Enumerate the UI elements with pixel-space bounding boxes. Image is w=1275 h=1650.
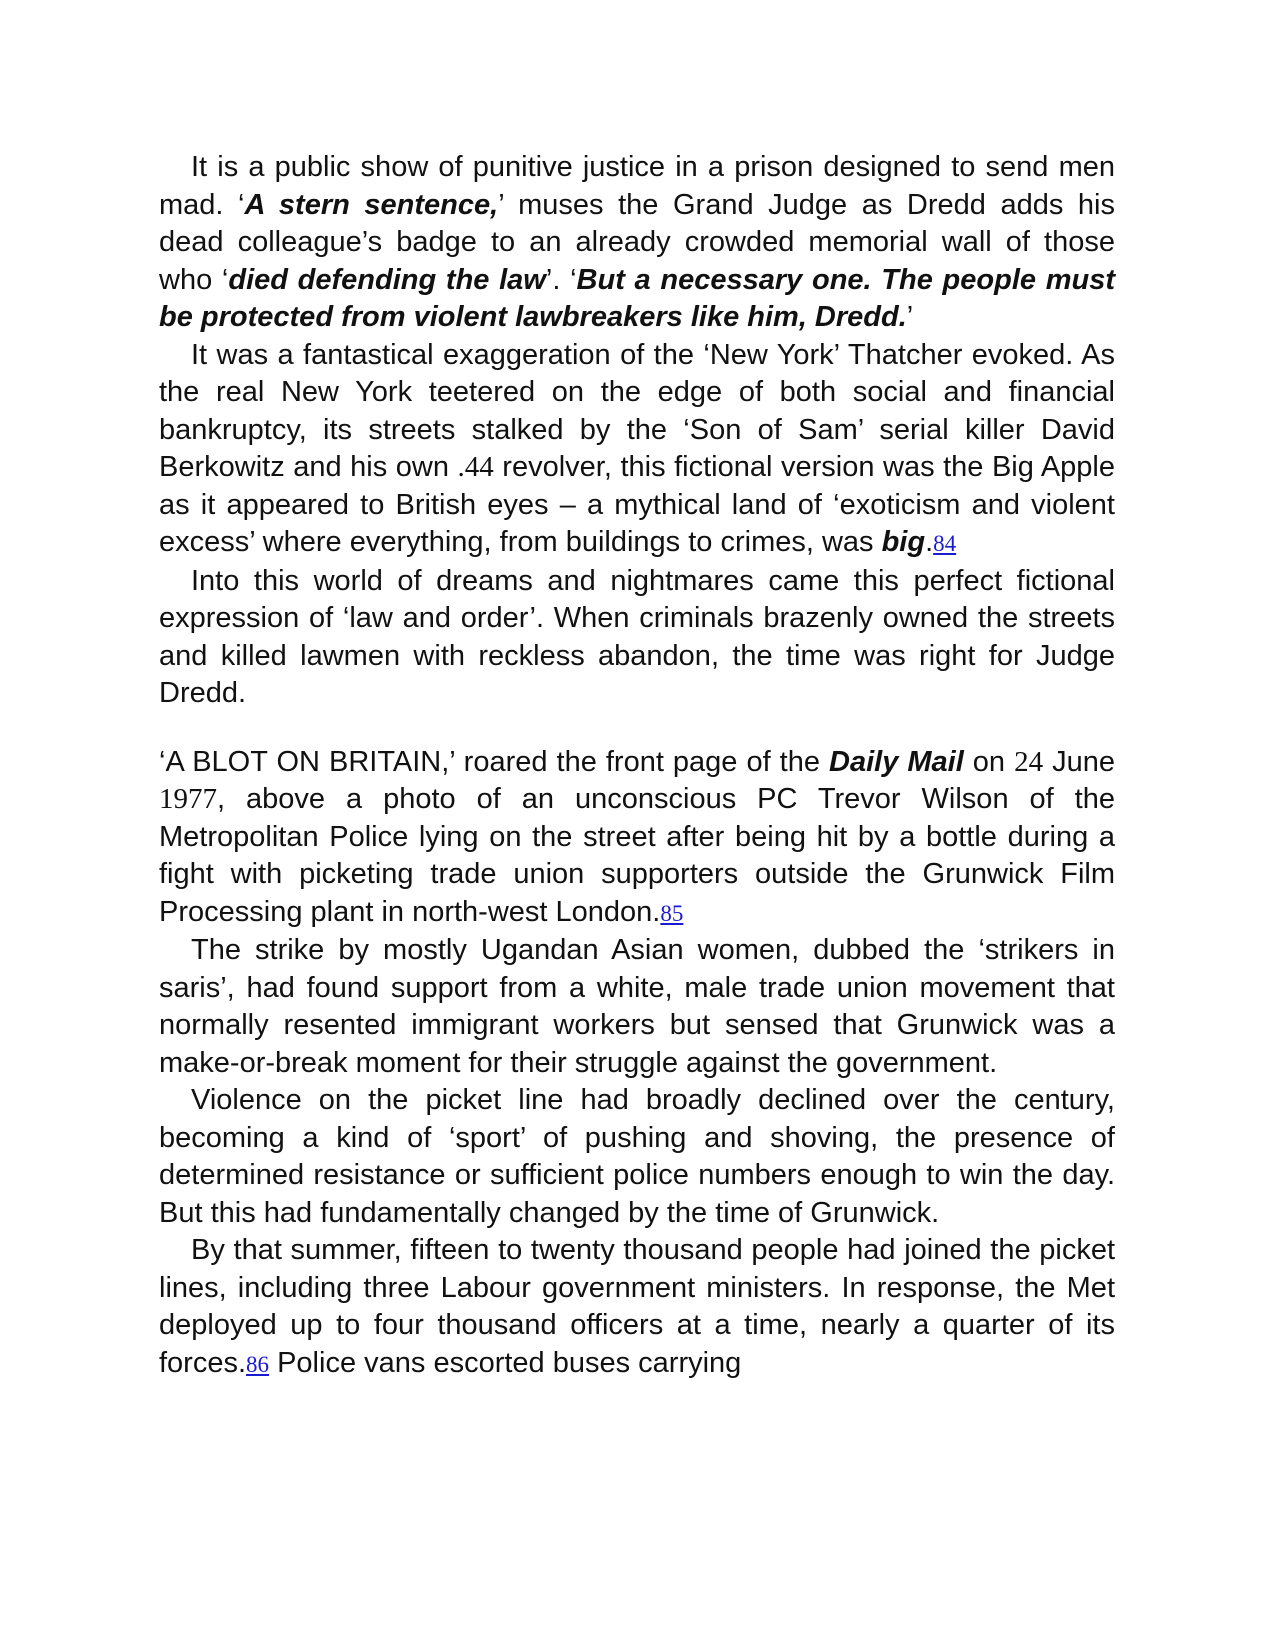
number-text: 24 bbox=[1014, 745, 1044, 778]
paragraph-text: on bbox=[963, 745, 1015, 778]
paragraph-text: ‘A BLOT ON BRITAIN,’ roared the front page of the bbox=[159, 745, 830, 778]
number-text: 1977 bbox=[159, 783, 217, 815]
paragraph-picket-violence bbox=[159, 1082, 1115, 1232]
paragraph-that-summer bbox=[159, 1232, 1115, 1383]
footnote-link-84[interactable]: 84 bbox=[933, 531, 957, 556]
paragraph-text: , above a photo of an unconscious PC Trevor Wilson of the Metropolitan Police lying on the street after being hit by a bottle during a fight with picketing trade union supporters outside the Grunwick Film Processing plant in north-west London. bbox=[159, 783, 1115, 928]
paragraph-text: Police vans escorted buses carrying bbox=[269, 1346, 742, 1379]
paragraph-text: The strike by mostly Ugandan Asian women, dubbed the ‘strikers in saris’, had found support from a white, male trade union movement that normally resented immigrant workers but sensed that Grunwick was a make-or-break moment for their struggle against the government. bbox=[159, 934, 1115, 1079]
body-text bbox=[159, 149, 1115, 1383]
paragraph-strike bbox=[159, 932, 1115, 1082]
paragraph-text: . bbox=[925, 526, 934, 558]
emphasis-word: big bbox=[881, 526, 926, 558]
emphasis-quote: died defending the law bbox=[228, 263, 546, 296]
paragraph-text: ’. ‘ bbox=[545, 263, 577, 296]
paragraph-text: By that summer, fifteen to twenty thousand people had joined the picket lines, including three Labour government ministers. In response, the Met deployed up to four thousand officers at a time, nearly a quarter of its forces. bbox=[159, 1234, 1115, 1379]
emphasis-quote: A stern sentence, bbox=[244, 188, 499, 221]
paragraph-text: revolver, this fictional version was the Big Apple as it appeared to British eyes – a mythical land of ‘exoticism and violent excess’ where everything, from buildings to crimes, was bbox=[159, 451, 1115, 558]
paragraph-grand-judge bbox=[159, 149, 1115, 337]
paragraph-text: Into this world of dreams and nightmares came this perfect fictional expression of ‘law and order’. When criminals brazenly owned the streets and killed lawmen with reckless abandon, the time was right for Judge Dredd. bbox=[159, 564, 1115, 709]
footnote-link-85[interactable]: 85 bbox=[660, 900, 684, 926]
emphasis-quote: But a necessary one. The people must be protected from violent lawbreakers like him, Dredd. bbox=[159, 263, 1116, 333]
paragraph-dreams-nightmares bbox=[159, 563, 1115, 713]
paragraph-text: It is a public show of punitive justice in a prison designed to send men mad. ‘ bbox=[159, 151, 1115, 221]
paragraph-new-york bbox=[159, 337, 1115, 563]
newspaper-title: Daily Mail bbox=[829, 745, 964, 778]
paragraph-text: ’ bbox=[906, 301, 914, 333]
paragraph-text: Violence on the picket line had broadly declined over the century, becoming a kind of ‘sport’ of pushing and shoving, the presence of determined resistance or sufficient police numbers enough to win the day. But this had fundamentally changed by the time of Grunwick. bbox=[159, 1084, 1115, 1229]
paragraph-text: June bbox=[1043, 745, 1115, 778]
footnote-link-86[interactable]: 86 bbox=[246, 1351, 270, 1377]
paragraph-text: ’ muses the Grand Judge as Dredd adds his dead colleague’s badge to an already crowded memorial wall of those who ‘ bbox=[159, 188, 1115, 296]
paragraph-blot-on-britain bbox=[159, 744, 1115, 933]
paragraph-text: It was a fantastical exaggeration of the ‘New York’ Thatcher evoked. As the real New York teetered on the edge of both social and financial bankruptcy, its streets stalked by the ‘Son of Sam’ serial killer David Berkowitz and his own bbox=[159, 338, 1115, 483]
number-text: .44 bbox=[457, 451, 494, 483]
